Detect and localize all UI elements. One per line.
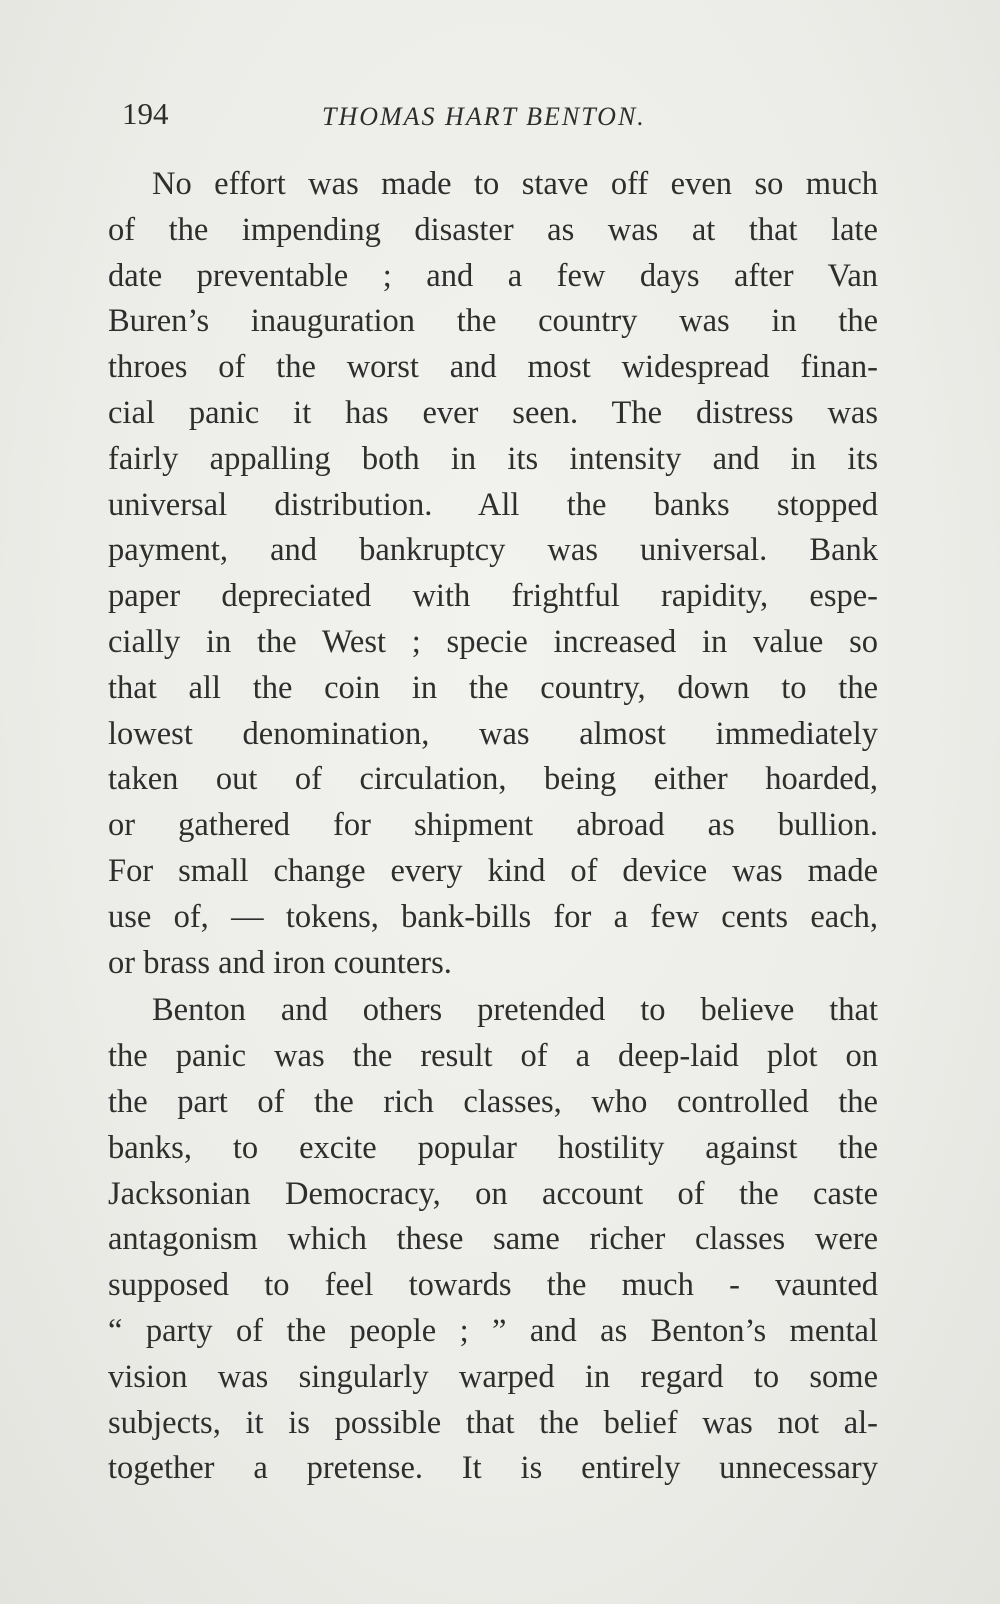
text-line: payment, and bankruptcy was universal. Bank [108,532,878,569]
text-line: universal distribution. All the banks stopped [108,486,878,523]
paragraph [108,988,878,1492]
text-line: Buren’s inauguration the country was in the [108,303,878,340]
text-line: taken out of circulation, being either hoarded, [108,761,878,798]
text-line: of the impending disaster as was at that late [108,211,878,248]
text-line: that all the coin in the country, down to the [108,669,878,706]
text-line: banks, to excite popular hostility against the [108,1129,878,1166]
text-line: lowest denomination, was almost immediately [108,715,878,752]
text-line: cially in the West ; specie increased in value so [108,623,878,660]
page-header [0,96,1000,136]
text-line: together a pretense. It is entirely unnecessary [108,1450,878,1487]
text-line: use of, — tokens, bank-bills for a few cents each, [108,898,878,935]
text-line: vision was singularly warped in regard to some [108,1358,878,1395]
text-line: No effort was made to stave off even so much [152,166,878,202]
text-line: paper depreciated with frightful rapidity, espe- [108,578,878,615]
text-line: the part of the rich classes, who controlled the [108,1083,878,1120]
text-line: or brass and iron counters. [108,944,452,981]
text-line: Jacksonian Democracy, on account of the caste [108,1175,878,1212]
text-line: Benton and others pretended to believe that [152,992,878,1029]
text-line: date preventable ; and a few days after Van [108,257,878,294]
text-line: or gathered for shipment abroad as bullion. [108,807,878,844]
body-text [108,162,878,1492]
text-line: subjects, it is possible that the belief was not al- [108,1404,878,1441]
page-number: 194 [122,96,169,131]
paragraph [108,162,878,986]
text-line: throes of the worst and most widespread finan- [108,349,878,386]
text-line: “ party of the people ; ” and as Benton’s mental [108,1312,878,1349]
running-title: THOMAS HART BENTON. [322,102,646,131]
text-line: the panic was the result of a deep-laid plot on [108,1038,878,1075]
text-line: supposed to feel towards the much - vaunted [108,1267,878,1304]
text-line: cial panic it has ever seen. The distress was [108,394,878,431]
text-line: For small change every kind of device was made [108,852,878,889]
text-line: antagonism which these same richer classes were [108,1221,878,1258]
text-line: fairly appalling both in its intensity and in its [108,440,878,477]
